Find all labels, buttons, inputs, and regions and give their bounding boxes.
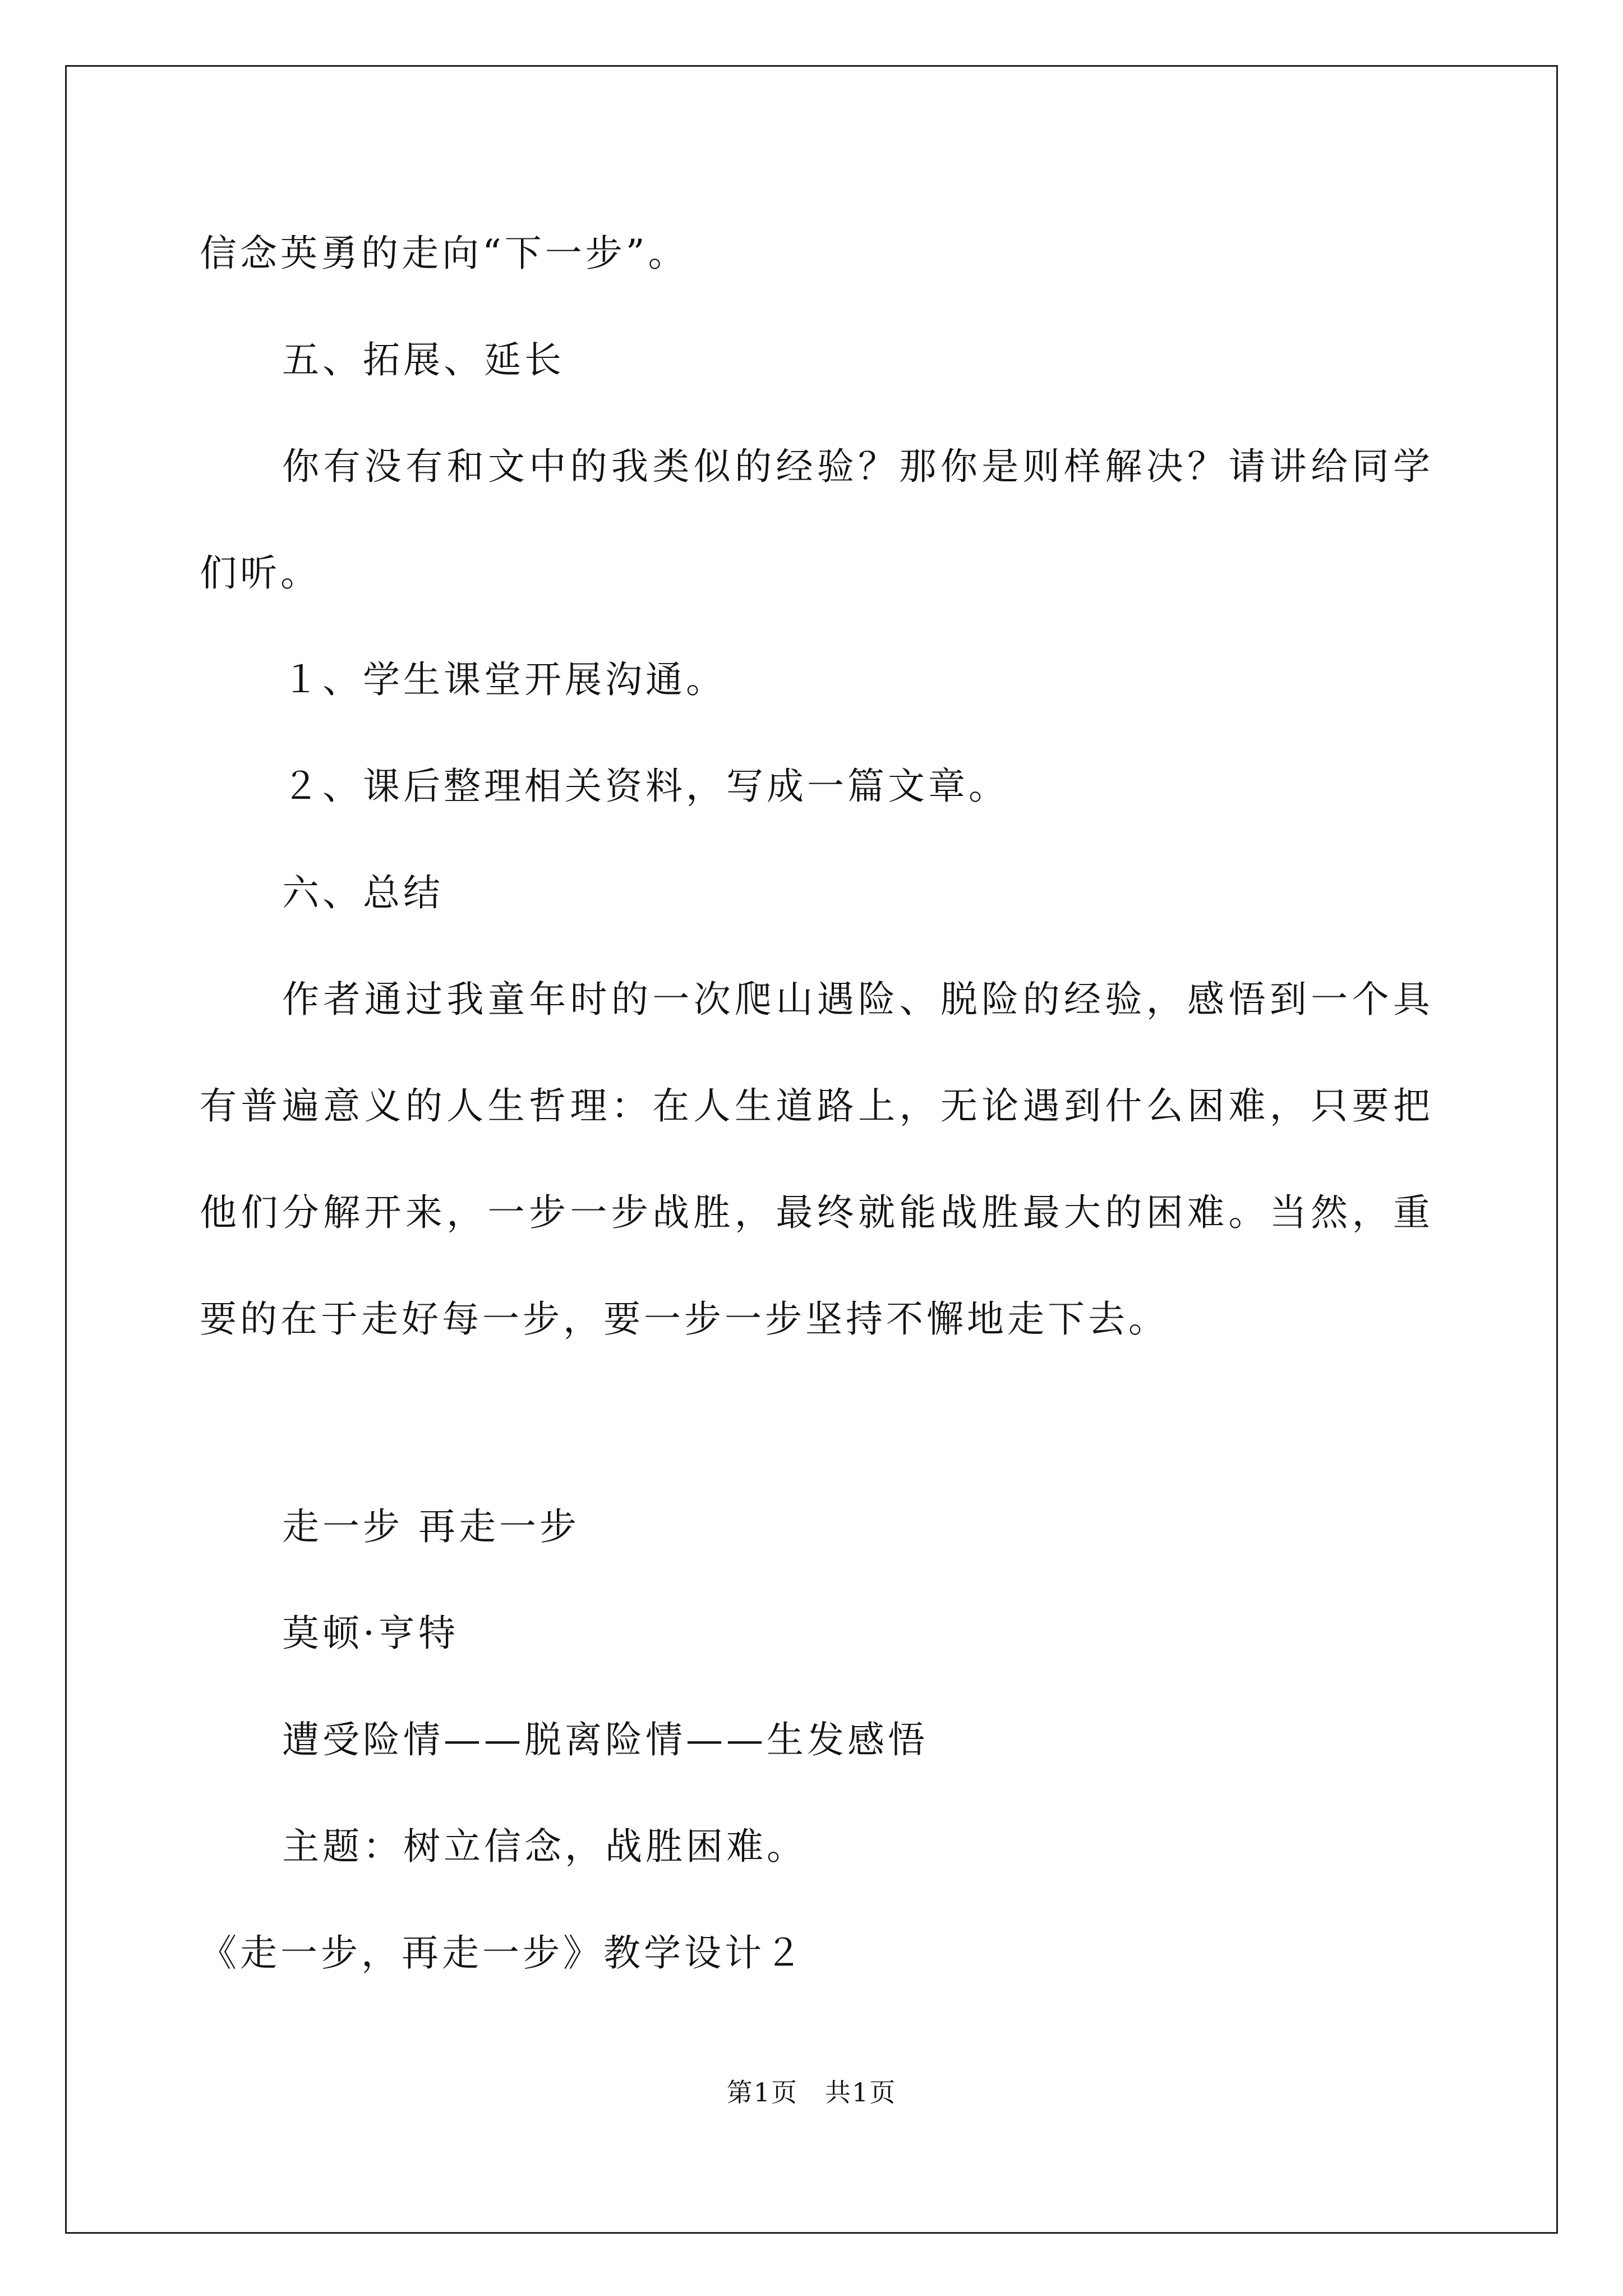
- text-line: 你有没有和文中的我类似的经验？那你是则样解决？请讲给同学: [282, 445, 1433, 488]
- section-heading: 五、拓展、延长: [282, 338, 565, 381]
- board-title: 走一步 再走一步: [282, 1505, 580, 1548]
- board-author: 莫顿·亨特: [282, 1612, 459, 1655]
- text-line: 他们分解开来，一步一步战胜，最终就能战胜最大的困难。当然，重: [200, 1191, 1433, 1234]
- list-item: ２、课后整理相关资料，写成一篇文章。: [282, 765, 1009, 808]
- section-heading: 六、总结: [282, 871, 444, 914]
- list-item: １、学生课堂开展沟通。: [282, 658, 726, 701]
- board-outline: 遭受险情——脱离险情——生发感悟: [282, 1718, 928, 1761]
- board-theme: 主题：树立信念，战胜困难。: [282, 1825, 807, 1868]
- text-line: 们听。: [200, 551, 321, 595]
- page-border: [65, 65, 1558, 2234]
- text-line: 作者通过我童年时的一次爬山遇险、脱险的经验，感悟到一个具: [282, 978, 1433, 1021]
- page-footer: 第1页 共1页: [726, 2077, 897, 2108]
- text-line: 要的在于走好每一步，要一步一步坚持不懈地走下去。: [200, 1297, 1169, 1341]
- next-section-title: 《走一步，再走一步》教学设计２: [200, 1931, 805, 1975]
- text-line: 信念英勇的走向“下一步”。: [200, 232, 689, 275]
- text-line: 有普遍意义的人生哲理：在人生道路上，无论遇到什么困难，只要把: [200, 1084, 1433, 1128]
